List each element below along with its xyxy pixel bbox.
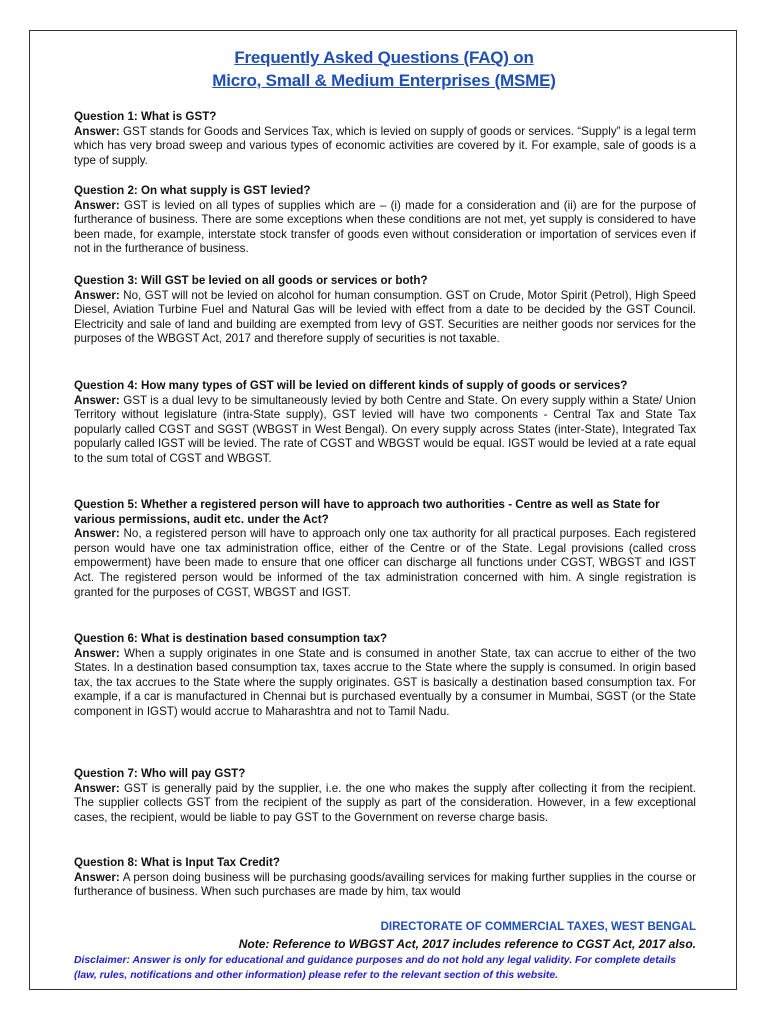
faq-item	[74, 856, 696, 900]
answer-label: Answer:	[74, 646, 120, 660]
faq-answer-text: GST is levied on all types of supplies which are – (i) made for a consideration and (ii) are for the purpose of furtherance of business. There are some exceptions when these conditions are not met, yet supply is considered to have been made, for example, interstate stock transfer of goods even without consideration or importation of services even if not in the furtherance of business.	[74, 198, 696, 256]
answer-label: Answer:	[74, 527, 120, 541]
faq-item	[74, 110, 696, 168]
footer-organization: DIRECTORATE OF COMMERCIAL TAXES, WEST BENGAL	[380, 921, 696, 933]
faq-item	[74, 632, 696, 720]
answer-label: Answer:	[74, 288, 120, 302]
answer-label: Answer:	[74, 124, 120, 138]
faq-question: Question 5: Whether a registered person will have to approach two authorities - Centre as well as State for various permissions, audit etc. under the Act?	[74, 498, 660, 526]
faq-question: Question 1: What is GST?	[74, 110, 217, 123]
faq-answer-text: No, GST will not be levied on alcohol for human consumption. GST on Crude, Motor Spirit (Petrol), High Speed Diesel, Aviation Turbine Fuel and Natural Gas will be levied with effect from a date to be decided by the GST Council. Electricity and sale of land and building are exempted from levy of GST. Securities are neither goods nor services for the purposes of the WBGST Act, 2017 and therefore supply of securities is not taxable.	[74, 288, 696, 346]
faq-answer-text: GST is generally paid by the supplier, i.e. the one who makes the supply after collecting it from the recipient. The supplier collects GST from the recipient of the supply as part of the consideration. However, in a few exceptional cases, the recipient, would be liable to pay GST to the Government on reverse charge basis.	[74, 781, 696, 824]
faq-question: Question 7: Who will pay GST?	[74, 767, 246, 780]
faq-answer	[74, 782, 696, 826]
footer-note: Note: Reference to WBGST Act, 2017 includes reference to CGST Act, 2017 also.	[238, 937, 696, 951]
faq-item	[74, 274, 696, 347]
faq-item	[74, 767, 696, 825]
answer-label: Answer:	[74, 870, 120, 884]
disclaimer: Disclaimer: Answer is only for educational and guidance purposes and do not hold any legal validity. For complete details (law, rules, notifications and other information) please refer to the relevant section of this website.	[74, 955, 677, 981]
faq-item	[74, 184, 696, 257]
answer-label: Answer:	[74, 781, 120, 795]
faq-answer	[74, 647, 696, 720]
faq-answer-text: When a supply originates in one State and is consumed in another State, tax can accrue to either of the two States. In a destination based consumption tax, taxes accrue to the State where the supply is consumed. In origin based tax, the tax accrues to the State where the supply originates. GST is basically a destination based consumption tax. For example, if a car is manufactured in Chennai but is purchased eventually by a consumer in Mumbai, SGST (or the State component in IGST) would accrue to Maharashtra and not to Tamil Nadu.	[74, 646, 696, 718]
faq-item	[74, 498, 696, 600]
page-title-line-2: Micro, Small & Medium Enterprises (MSME)	[212, 71, 556, 90]
faq-answer-text: GST is a dual levy to be simultaneously levied by both Centre and State. On every supply within a State/ Union Territory without legislature (intra-State supply), GST levied will have two components - Central Tax and State Tax popularly called CGST and SGST (WBGST in West Bengal). On every supply across States (inter-State), Integrated Tax popularly called IGST will be levied. The rate of CGST and WBGST would be equal. IGST would be levied at a rate equal to the sum total of CGST and WBGST.	[74, 393, 696, 465]
faq-answer	[74, 125, 696, 169]
faq-answer-text: No, a registered person will have to approach only one tax authority for all practical purposes. Each registered person would have one tax administration office, either of the Centre or of the State. Legal provisions (called cross empowerment) have been made to ensure that one officer can discharge all functions under CGST, WBGST and IGST Act. The registered person would be informed of the tax administration concerned with him. A single registration is granted for the purposes of CGST, WBGST and IGST.	[74, 527, 696, 599]
faq-question: Question 2: On what supply is GST levied?	[74, 184, 311, 197]
faq-answer-text: A person doing business will be purchasing goods/availing services for making further supplies in the course or furtherance of business. When such purchases are made by him, tax would	[74, 870, 696, 899]
faq-answer	[74, 527, 696, 600]
faq-answer	[74, 394, 696, 467]
faq-question: Question 8: What is Input Tax Credit?	[74, 856, 280, 869]
faq-answer-text: GST stands for Goods and Services Tax, which is levied on supply of goods or services. “Supply” is a legal term which has very broad sweep and various types of economic activities are covered by it. For example, sale of goods is a type of supply.	[74, 124, 696, 167]
faq-question: Question 4: How many types of GST will be levied on different kinds of supply of goods or services?	[74, 379, 628, 392]
faq-item	[74, 379, 696, 467]
faq-question: Question 6: What is destination based consumption tax?	[74, 632, 388, 645]
answer-label: Answer:	[74, 393, 120, 407]
page-title-line-1: Frequently Asked Questions (FAQ) on	[234, 48, 534, 67]
faq-answer	[74, 871, 696, 900]
faq-answer	[74, 199, 696, 257]
answer-label: Answer:	[74, 198, 120, 212]
faq-answer	[74, 289, 696, 347]
faq-question: Question 3: Will GST be levied on all goods or services or both?	[74, 274, 428, 287]
